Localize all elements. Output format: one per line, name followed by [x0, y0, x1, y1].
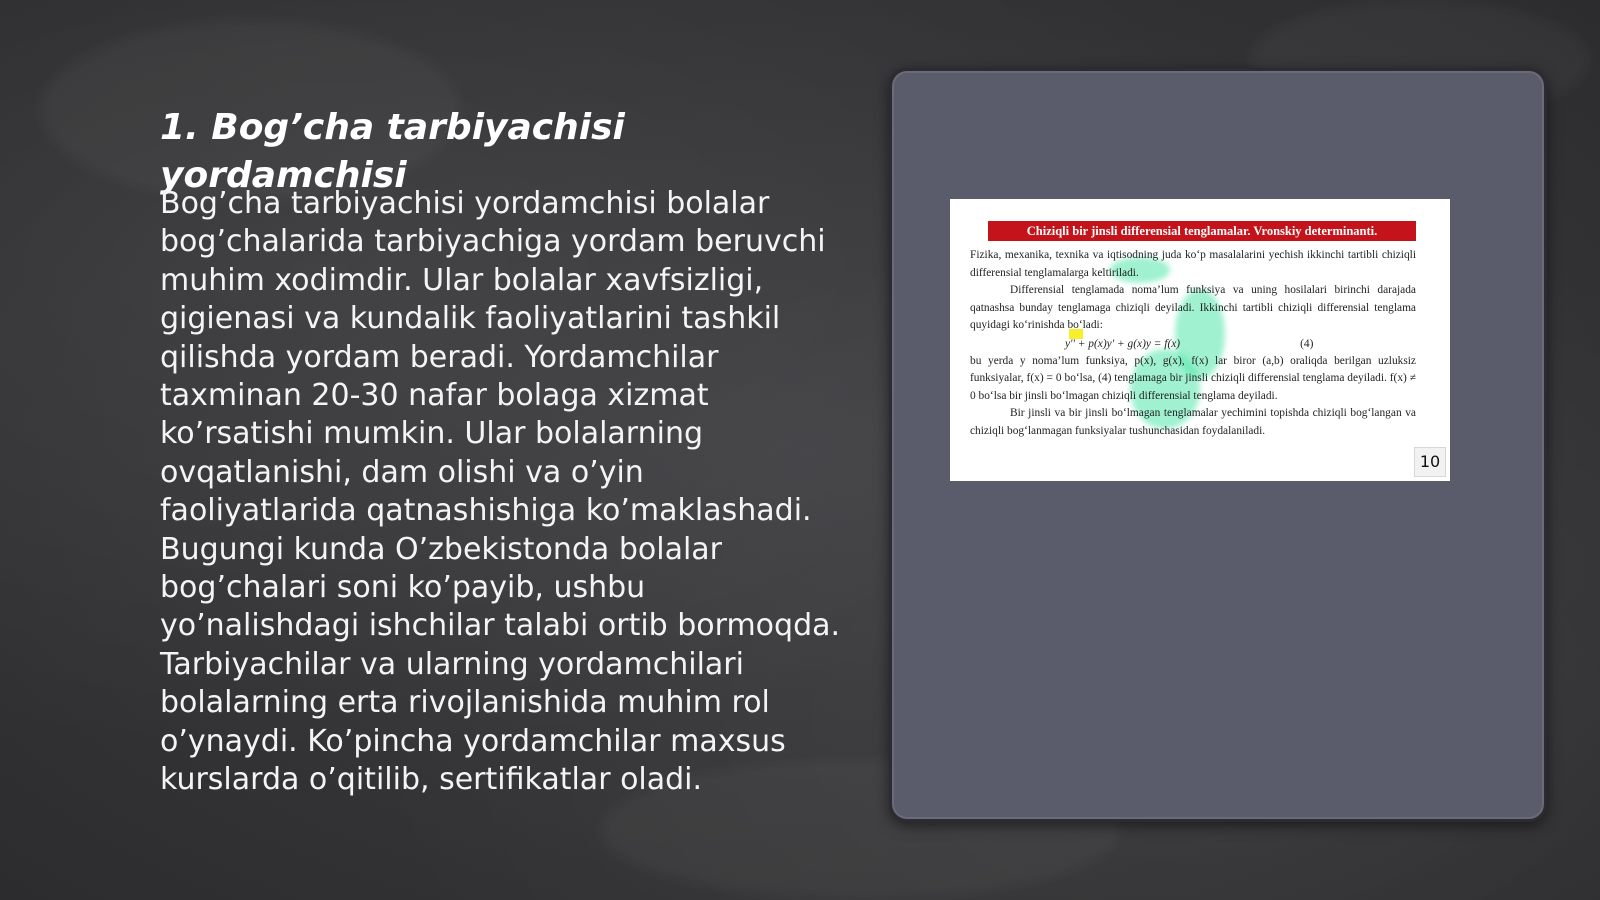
document-heading: Chiziqli bir jinsli differensial tenglamalar. Vronskiy determinanti.: [988, 221, 1416, 241]
document-paragraph: Bir jinsli va bir jinsli bo‘lmagan tenglamalar yechimini topishda chiziqli bog‘langan va chiziqli bog‘lanmagan funksiyalar tushunchasidan foydalaniladi.: [970, 407, 1416, 437]
page-number: 10: [1414, 447, 1446, 477]
document-image: [950, 199, 1450, 481]
document-formula: y'' + p(x)y' + g(x)y = f(x): [1065, 337, 1181, 350]
document-formula-line: [970, 335, 1416, 353]
slide-title: 1. Bog’cha tarbiyachisi yordamchisi: [160, 107, 625, 196]
slide-body-text: Bog’cha tarbiyachisi yordamchisi bolalar bog’chalarida tarbiyachiga yordam beruvchi muhim xodimdir. Ular bolalar xavfsizligi, gigienasi va kundalik faoliyatlarini tashkil qilishda yordam beradi. Yordamchilar taxminan 20-30 nafar bolaga xizmat ko’rsatishi mumkin. Ular bolalarning ovqatlanishi, dam olishi va o’yin faoliyatlarida qatnashishiga ko’maklashadi. Bugungi kunda O’zbekistonda bolalar bog’chalari soni ko’payib, ushbu yo’nalishdagi ishchilar talabi ortib bormoqda. Tarbiyachilar va ularning yordamchilari bolalarning erta rivojlanishida muhim rol o’ynaydi. Ko’pincha yordamchilar maxsus kurslarda o’qitilib, sertifikatlar oladi.: [160, 186, 841, 798]
document-paragraph: Differensial tenglamada noma’lum funksiya va uning hosilalari birinchi darajada qatnashsa bunday tenglamaga chiziqli deyiladi. Ikkinchi tartibli chiziqli differensial tenglama quyidagi ko‘rinishda bo‘ladi:: [970, 284, 1416, 331]
document-formula-number: (4): [1300, 337, 1314, 350]
document-paragraph: Fizika, mexanika, texnika va iqtisodning juda ko‘p masalalarini yechish ikkinchi tartibli chiziqli differensial tenglamalarga keltiriladi.: [970, 249, 1416, 279]
document-paragraph: bu yerda y noma’lum funksiya, p(x), g(x), f(x) lar biror (a,b) oraliqda berilgan uzluksiz funksiyalar, f(x) = 0 bo‘lsa, (4) tenglamaga bir jinsli chiziqli differensial tenglama deyiladi. f(x) ≠ 0 bo‘lsa bir jinsli bo‘lmagan chiziqli differensial tenglama deyiladi.: [970, 354, 1416, 402]
